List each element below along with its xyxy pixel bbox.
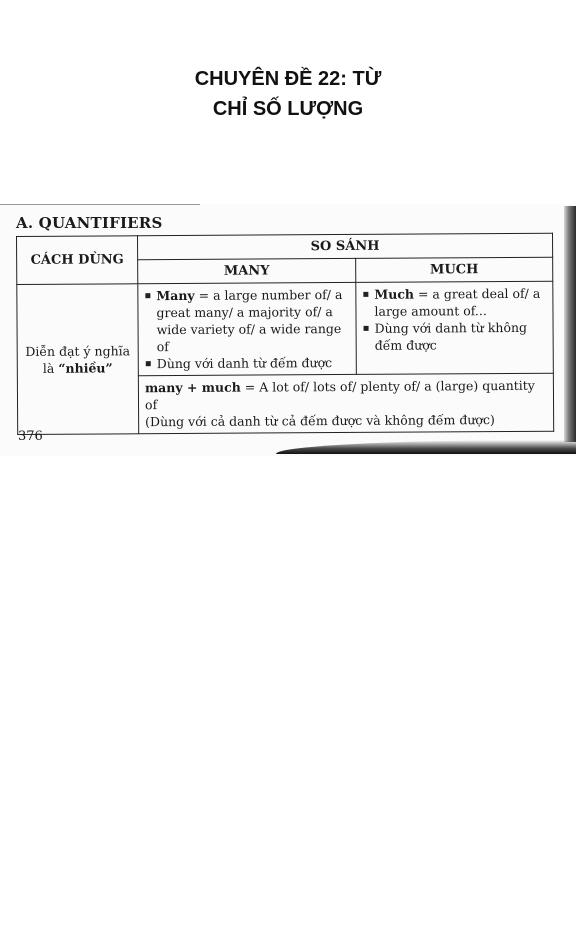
- much-cell: [356, 281, 554, 374]
- list-item: [363, 319, 547, 354]
- many-point-text: = a large number of/ a great many/ a majority of/ a wide variety of/ a wide range of: [156, 287, 343, 355]
- title-line-2: CHỈ SỐ LƯỢNG: [212, 98, 364, 120]
- usage-cell: [17, 284, 139, 435]
- much-point-text: Dùng với danh từ không đếm được: [374, 319, 528, 353]
- section-heading: A. QUANTIFIERS: [16, 214, 163, 232]
- usage-text: Diễn đạt ý nghĩa là: [25, 342, 131, 376]
- many-cell: [138, 282, 357, 375]
- both-cell: [138, 373, 553, 434]
- page-curl-shadow: [276, 440, 576, 454]
- many-point-text: Dùng với danh từ đếm được: [156, 355, 333, 372]
- both-keyword: many + much: [144, 379, 241, 396]
- list-item: [145, 354, 350, 372]
- both-note: (Dùng với cả danh từ cả đếm được và không đếm được): [145, 412, 495, 430]
- document-title: [0, 64, 576, 124]
- title-line-1: CHUYÊN ĐỀ 22: TỪ: [194, 68, 382, 90]
- many-keyword: Many: [156, 287, 195, 304]
- both-text: = A lot of/ lots of/ plenty of/ a (large) quantity of: [144, 377, 535, 413]
- page-top-rule: [0, 204, 200, 205]
- much-list: [362, 285, 546, 354]
- much-point-text: = a great deal of/ a large amount of...: [374, 285, 541, 319]
- quantifiers-table: [16, 233, 554, 435]
- header-usage: CÁCH DÙNG: [17, 236, 138, 285]
- much-keyword: Much: [374, 286, 415, 302]
- list-item: [362, 285, 546, 320]
- header-many: MANY: [138, 258, 356, 283]
- header-compare: SO SÁNH: [138, 233, 553, 260]
- many-list: [144, 286, 350, 372]
- header-much: MUCH: [356, 257, 553, 282]
- list-item: [144, 286, 349, 355]
- scanned-page: [0, 204, 576, 456]
- page-edge-shadow: [564, 206, 576, 442]
- usage-emphasis: “nhiều”: [58, 359, 113, 376]
- page-number: 376: [18, 429, 43, 444]
